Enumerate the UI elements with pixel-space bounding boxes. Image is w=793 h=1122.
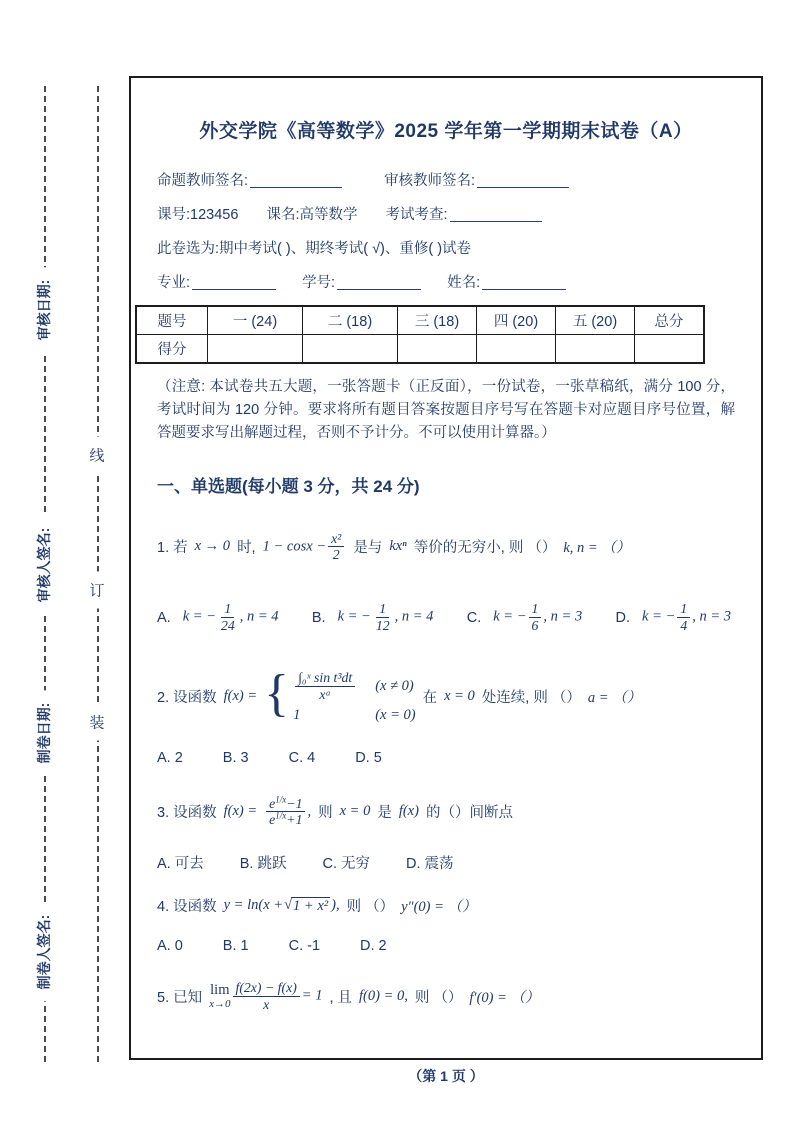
review-date-label: 审核日期: xyxy=(34,268,54,353)
question-5 xyxy=(157,980,735,1013)
binding-char-bind: 装 xyxy=(88,704,105,741)
q2-option-a: A. 2 xyxy=(157,749,183,766)
q1-option-a xyxy=(157,601,279,634)
q4-option-b: B. 1 xyxy=(222,938,249,955)
q3-num-tail: −1 xyxy=(286,795,303,811)
proposer-signature-blank xyxy=(250,173,342,189)
score-row-label: 得分 xyxy=(136,335,208,364)
lim-subscript: x→0 xyxy=(209,997,231,1010)
q5-answer-prompt: f′(0) = （） xyxy=(469,990,540,1007)
q3-option-a: A. 可去 xyxy=(157,856,204,873)
q1-expression xyxy=(263,531,347,564)
q1-option-b-label: B. xyxy=(311,609,326,626)
q2-piecewise-function xyxy=(264,665,416,724)
limit-operator xyxy=(209,983,230,1010)
score-cell-5 xyxy=(556,335,635,364)
q1-option-a-tail: , n = 4 xyxy=(239,608,279,625)
q2-x-equals-zero: x = 0 xyxy=(444,688,475,705)
question-3-options xyxy=(157,852,735,873)
score-table xyxy=(135,305,705,364)
q1-option-c-fraction xyxy=(529,601,542,634)
q1-number-text: 1. 若 xyxy=(157,540,188,557)
q1-expression-prefix: 1 − cosx − xyxy=(262,538,327,555)
q4-option-c: C. -1 xyxy=(288,938,321,955)
q1-option-b-pre: k = − xyxy=(337,608,371,625)
q3-num-base: e xyxy=(269,795,276,811)
q2-case1-condition: (x ≠ 0) xyxy=(375,677,414,694)
lim-text: lim xyxy=(210,982,230,999)
q1-option-b-num: 1 xyxy=(376,601,389,618)
q5-equals-one: = 1 xyxy=(301,987,323,1004)
score-header-part3: 三 (18) xyxy=(398,306,477,335)
q2-option-c: C. 4 xyxy=(288,749,316,766)
course-info-row xyxy=(157,203,735,224)
q2-option-d: D. 5 xyxy=(355,749,382,766)
q1-option-b-den: 12 xyxy=(375,618,390,634)
q4-expression-prefix: y = ln(x + xyxy=(223,896,284,913)
printer-signature-label: 制卷人签名: xyxy=(34,903,54,1002)
q1-option-c xyxy=(467,601,582,634)
q1-option-d xyxy=(616,601,731,634)
score-header-part2: 二 (18) xyxy=(303,306,398,335)
q1-text-mid: 是与 xyxy=(353,540,383,557)
q5-limit-expression xyxy=(209,980,322,1013)
print-date-label: 制卷日期: xyxy=(34,691,54,776)
score-cell-total xyxy=(635,335,705,364)
q2-case1-fraction xyxy=(295,670,355,703)
q5-number-text: 5. 已知 xyxy=(157,990,203,1007)
q1-text-post: 等价的无穷小, 则 （） xyxy=(413,540,557,557)
major-blank xyxy=(192,275,276,291)
q5-fraction-numerator: f(2x) − f(x) xyxy=(233,980,300,997)
q3-fx: f(x) xyxy=(398,803,419,820)
radical-sign: √ xyxy=(284,896,293,913)
q2-case1-expression xyxy=(293,670,357,703)
exam-title: 外交学院《高等数学》2025 学年第一学期期末试卷（A） xyxy=(199,121,693,142)
q2-text-post: 处连续, 则 （） xyxy=(481,690,581,707)
q1-option-d-formula xyxy=(642,601,731,634)
q5-text-ze: 则 （） xyxy=(414,990,463,1007)
teacher-signature-row xyxy=(157,169,735,190)
question-1-options xyxy=(157,601,735,634)
q1-answer-prompt: k, n = （） xyxy=(563,540,631,557)
q5-f0-condition: f(0) = 0, xyxy=(359,988,408,1005)
question-2-options xyxy=(157,750,735,766)
q4-answer-prompt: y″(0) = （） xyxy=(401,899,477,916)
q2-number-text: 2. 设函数 xyxy=(157,690,217,707)
q1-fraction xyxy=(328,531,344,564)
q1-option-d-num: 1 xyxy=(677,601,690,618)
q2-fx-equals: f(x) = xyxy=(223,688,258,705)
q3-den-tail: +1 xyxy=(286,812,303,828)
q3-fraction xyxy=(266,796,305,829)
score-cell-4 xyxy=(477,335,556,364)
q1-option-c-tail: , n = 3 xyxy=(543,608,583,625)
q4-expression xyxy=(224,897,340,915)
q3-fraction-expression xyxy=(264,796,311,829)
q1-option-d-tail: , n = 3 xyxy=(692,608,731,625)
q3-option-d: D. 震荡 xyxy=(406,856,454,873)
q2-cases xyxy=(293,670,415,724)
question-1 xyxy=(157,531,735,564)
q2-option-b: B. 3 xyxy=(222,749,249,766)
q3-option-b: B. 跳跃 xyxy=(239,856,287,873)
q3-option-c: C. 无穷 xyxy=(322,856,370,873)
course-number: 课号:123456 xyxy=(157,207,239,223)
q3-fx-equals: f(x) = xyxy=(223,803,258,820)
proposer-signature-label: 命题教师签名: xyxy=(157,173,249,189)
question-3 xyxy=(157,796,735,829)
q1-fraction-numerator: x² xyxy=(328,531,344,548)
q1-option-a-formula xyxy=(183,601,279,634)
q1-option-a-label: A. xyxy=(157,609,171,626)
q1-option-c-formula xyxy=(493,601,582,634)
score-cell-2 xyxy=(303,335,398,364)
q2-case1-numerator: ∫₀ˣ sin t³dt xyxy=(295,670,355,687)
q3-comma: , xyxy=(307,803,312,820)
q3-den-base: e xyxy=(269,812,276,828)
reviewer-signature-blank xyxy=(477,173,569,189)
q3-x-equals-zero: x = 0 xyxy=(339,803,371,820)
q1-option-a-den: 24 xyxy=(220,618,235,634)
score-header-part4: 四 (20) xyxy=(477,306,556,335)
score-header-part5: 五 (20) xyxy=(556,306,635,335)
q2-answer-prompt: a = （） xyxy=(587,690,642,707)
q1-option-d-den: 4 xyxy=(680,618,688,634)
q1-text-shi: 时, xyxy=(237,540,256,557)
exam-check-label: 考试考查: xyxy=(385,207,448,223)
q1-fraction-denominator: 2 xyxy=(332,547,340,563)
q3-text-shi: 是 xyxy=(377,805,392,822)
q4-text-ze: 则 （） xyxy=(346,899,395,916)
q5-fraction xyxy=(233,980,300,1013)
student-number-label: 学号: xyxy=(302,275,336,291)
q3-number-text: 3. 设函数 xyxy=(157,805,217,822)
question-2 xyxy=(157,665,735,724)
q1-option-d-fraction xyxy=(677,601,690,634)
exam-check-blank xyxy=(450,207,542,223)
q3-num-exponent: 1/x xyxy=(275,794,287,805)
q4-option-d: D. 2 xyxy=(360,938,387,955)
q4-number-text: 4. 设函数 xyxy=(157,899,217,916)
name-label: 姓名: xyxy=(447,275,481,291)
q5-fraction-denominator: x xyxy=(263,997,270,1013)
q1-option-c-label: C. xyxy=(466,609,482,626)
q1-option-b-formula xyxy=(338,601,434,634)
q1-option-d-pre: k = − xyxy=(642,608,676,625)
score-cell-3 xyxy=(398,335,477,364)
score-header-qno: 题号 xyxy=(136,306,208,335)
q1-option-c-num: 1 xyxy=(529,601,542,618)
q4-option-a: A. 0 xyxy=(157,938,183,955)
student-number-blank xyxy=(337,275,421,291)
binding-char-stitch: 订 xyxy=(88,572,105,609)
question-4-options xyxy=(157,938,735,954)
q4-expression-suffix: ), xyxy=(331,896,340,913)
question-4 xyxy=(157,895,735,916)
q3-text-post: 的（）间断点 xyxy=(425,805,513,822)
section-1-title: 一、单选题(每小题 3 分，共 24 分) xyxy=(157,476,420,496)
score-header-total: 总分 xyxy=(635,306,705,335)
q1-option-c-pre: k = − xyxy=(493,608,527,625)
q2-case1-denominator: xᵃ xyxy=(319,686,331,702)
score-header-part1: 一 (24) xyxy=(208,306,303,335)
paper-type-row: 此卷选为:期中考试( )、期终考试( √)、重修( )试卷 xyxy=(157,241,472,257)
q1-option-c-den: 6 xyxy=(531,618,539,634)
q3-fraction-denominator xyxy=(266,812,305,828)
q1-option-b-fraction xyxy=(373,601,393,634)
student-info-row xyxy=(157,271,735,292)
q2-case2-value: 1 xyxy=(293,706,301,723)
binding-char-line: 线 xyxy=(88,437,105,474)
q5-text-qie: , 且 xyxy=(329,990,353,1007)
q3-text-ze: 则 xyxy=(318,805,333,822)
q2-text-zai: 在 xyxy=(422,690,438,707)
q2-case2-condition: (x = 0) xyxy=(375,706,416,723)
reviewer-signature-field-label: 审核教师签名: xyxy=(384,173,476,189)
exam-sheet xyxy=(129,76,763,1060)
q4-square-root xyxy=(284,897,330,915)
q1-option-b-tail: , n = 4 xyxy=(394,608,434,625)
score-table-score-row xyxy=(136,335,704,364)
q1-option-a-num: 1 xyxy=(221,601,234,618)
q1-option-d-label: D. xyxy=(615,609,631,626)
score-table-header-row xyxy=(136,306,704,335)
exam-notice: （注意: 本试卷共五大题，一张答题卡（正反面），一份试卷，一张草稿纸，满分 100 分，考试时间为 120 分钟。要求将所有题目答案按题目序号写在答题卡对应题目序号位置，解答题要求写出解题过程，否则不予计分。不可以使用计算器。） xyxy=(157,379,735,442)
q1-kxn-term: kxⁿ xyxy=(389,538,407,555)
left-brace: { xyxy=(264,665,290,723)
q1-option-b xyxy=(312,601,434,634)
name-blank xyxy=(482,275,566,291)
course-name: 课名:高等数学 xyxy=(266,207,358,223)
reviewer-signature-label: 审核人签名: xyxy=(34,516,54,615)
page-number: （第 1 页 ） xyxy=(408,1068,484,1084)
q3-den-exponent: 1/x xyxy=(275,810,287,821)
major-label: 专业: xyxy=(157,275,191,291)
q1-limit-variable: x → 0 xyxy=(194,538,231,555)
q4-radicand: 1 + x² xyxy=(293,897,329,914)
q1-option-a-fraction xyxy=(218,601,238,634)
score-cell-1 xyxy=(208,335,303,364)
q1-option-a-pre: k = − xyxy=(182,608,216,625)
